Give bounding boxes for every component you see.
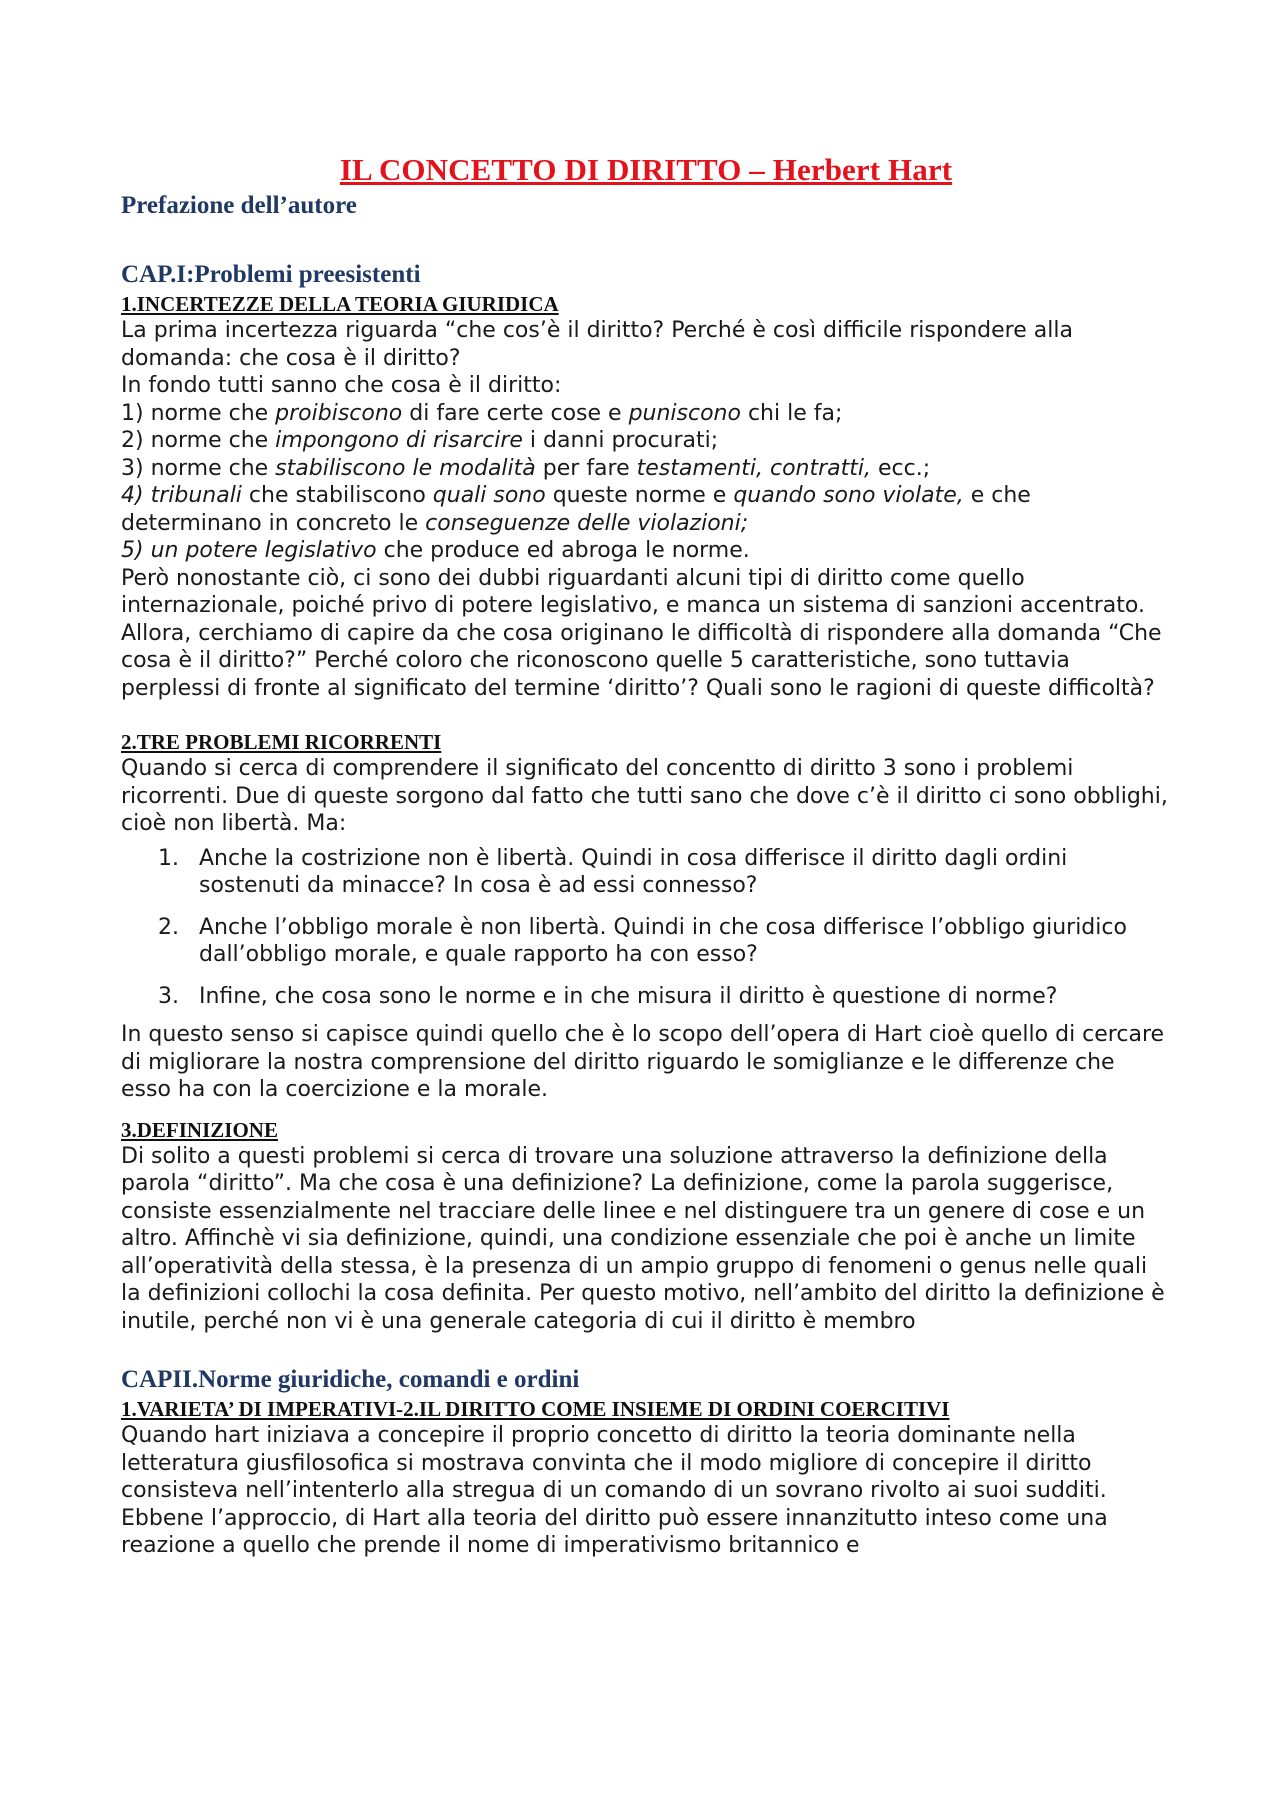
preface-heading: Prefazione dell’autore xyxy=(121,192,357,219)
paragraph: Quando si cerca di comprendere il significato del concentto di diritto 3 sono i problemi ricorrenti. Due di queste sorgono dal fatto che tutti sano che dove c’è il diritto ci sono obblighi, cioè non libertà. Ma: xyxy=(121,756,1168,836)
paragraph: Allora, cerchiamo di capire da che cosa originano le difficoltà di rispondere alla domanda “Che cosa è il diritto?” Perché coloro che riconoscono quelle 5 caratteristiche, sono tuttavia perplessi di fronte al significato del termine ‘diritto’? Quali sono le ragioni di queste difficoltà? xyxy=(121,620,1162,701)
numbered-list-item: 1. Anche la costrizione non è libertà. Quindi in cosa differisce il diritto dagli ordini sostenuti da minacce? In cosa è ad essi connesso? xyxy=(158,845,1068,898)
numbered-list-item: 2. Anche l’obbligo morale è non libertà. Quindi in che cosa differisce l’obbligo giuridico dall’obbligo morale, e quale rapporto ha con esso? xyxy=(158,914,1127,967)
list-item-4: 4) tribunali che stabiliscono quali sono queste norme e quando sono violate, e che determinano in concreto le conseguenze delle violazioni; xyxy=(121,483,1031,536)
paragraph: La prima incertezza riguarda “che cos’è il diritto? Perché è così difficile rispondere alla domanda: che cosa è il diritto? xyxy=(121,318,1073,371)
list-item-1: 1) norme che proibiscono di fare certe cose e puniscono chi le fa; xyxy=(121,400,843,426)
section-1-2-heading: 2.TRE PROBLEMI RICORRENTI xyxy=(121,730,442,754)
list-item-3: 3) norme che stabiliscono le modalità per fare testamenti, contratti, ecc.; xyxy=(121,455,931,481)
numbered-list xyxy=(121,845,1171,1011)
section-2-1-heading: 1.VARIETA’ DI IMPERATIVI-2.IL DIRITTO COME INSIEME DI ORDINI COERCITIVI xyxy=(121,1397,950,1421)
chapter-1-heading: CAP.I:Problemi preesistenti xyxy=(121,261,421,288)
chapter-2-heading: CAPII.Norme giuridiche, comandi e ordini xyxy=(121,1366,580,1393)
paragraph: In fondo tutti sanno che cosa è il diritto: xyxy=(121,373,562,398)
list-item-2: 2) norme che impongono di risarcire i danni procurati; xyxy=(121,428,719,453)
numbered-list-item: 3. Infine, che cosa sono le norme e in che misura il diritto è questione di norme? xyxy=(158,983,1058,1009)
paragraph: Però nonostante ciò, ci sono dei dubbi riguardanti alcuni tipi di diritto come quello internazionale, poiché privo di potere legislativo, e manca un sistema di sanzioni accentrato. xyxy=(121,565,1145,618)
document-title: IL CONCETTO DI DIRITTO – Herbert Hart xyxy=(339,152,953,187)
section-1-1-heading: 1.INCERTEZZE DELLA TEORIA GIURIDICA xyxy=(121,292,559,316)
document-content xyxy=(121,150,1171,1560)
list-item-5: 5) un potere legislativo che produce ed abroga le norme. xyxy=(121,538,750,563)
paragraph: In questo senso si capisce quindi quello che è lo scopo dell’opera di Hart cioè quello di cercare di migliorare la nostra comprensione del diritto riguardo le somiglianze e le differenze che esso ha con la coercizione e la morale. xyxy=(121,1022,1165,1102)
paragraph: Quando hart iniziava a concepire il proprio concetto di diritto la teoria dominante nella letteratura giusfilosofica si mostrava convinta che il modo migliore di concepire il diritto consisteva nell’intenterlo alla stregua di un comando di un sovrano rivolto ai suoi sudditi. Ebbene l’approccio, di Hart alla teoria del diritto può essere innanzitutto inteso come una reazione a quello che prende il nome di imperativismo britannico e xyxy=(121,1423,1108,1558)
paragraph: Di solito a questi problemi si cerca di trovare una soluzione attraverso la definizione della parola “diritto”. Ma che cosa è una definizione? La definizione, come la parola suggerisce, consiste essenzialmente nel tracciare delle linee e nel distinguere tra un genere di cose e un altro. Affinchè vi sia definizione, quindi, una condizione essenziale che poi è anche un limite all’operatività della stessa, è la presenza di un ampio gruppo di fenomeni o genus nelle quali la definizioni collochi la cosa definita. Per questo motivo, nell’ambito del diritto la definizione è inutile, perché non vi è una generale categoria di cui il diritto è membro xyxy=(121,1143,1165,1334)
section-1-3-heading: 3.DEFINIZIONE xyxy=(121,1117,278,1142)
